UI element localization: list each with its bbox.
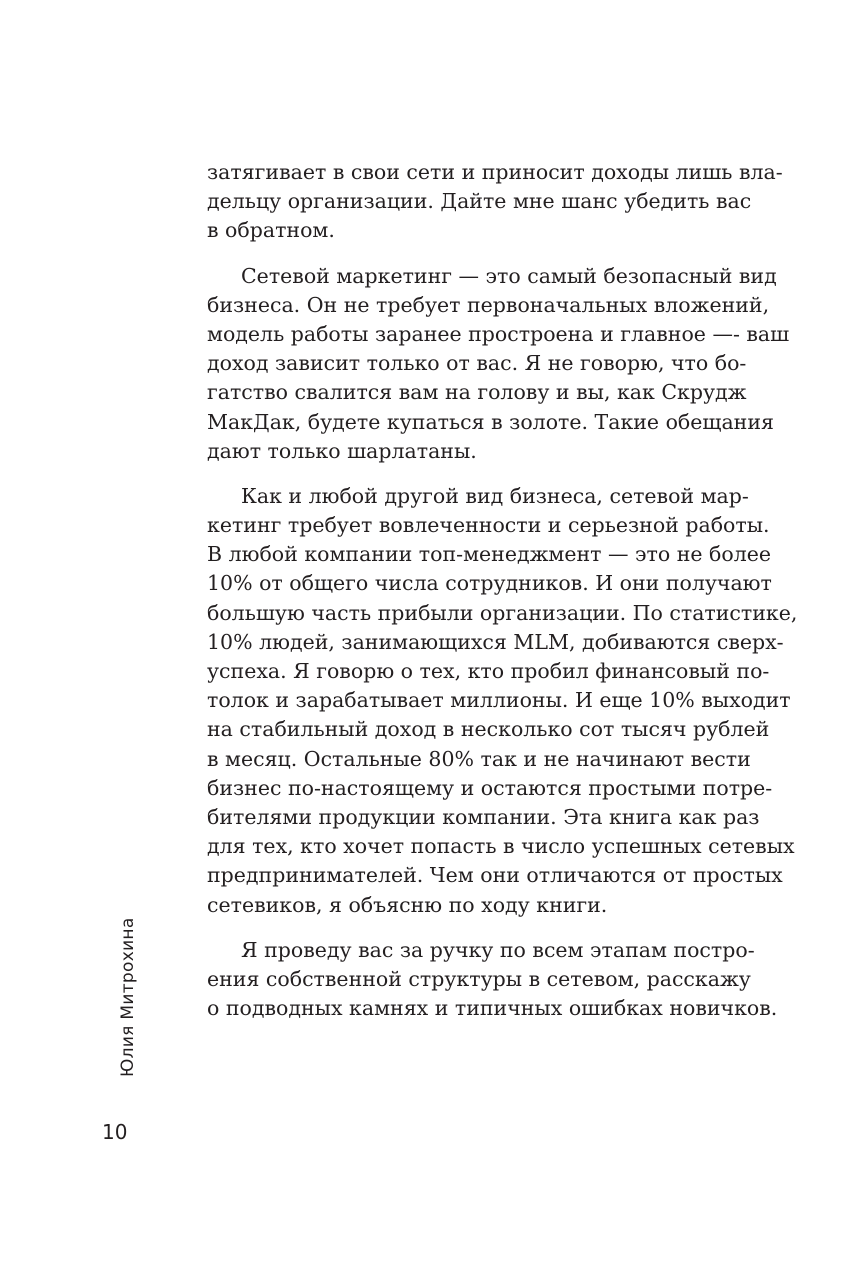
text-line: Сетевой маркетинг — это самый безопасный вид — [241, 263, 777, 288]
text-line: бителями продукции компании. Эта книга как раз — [207, 804, 760, 829]
text-line: В любой компании топ-менеджмент — это не более — [207, 542, 772, 567]
text-line: большую часть прибыли организации. По статистике, — [207, 600, 798, 625]
text-line: МакДак, будете купаться в золоте. Такие обещания — [207, 409, 774, 434]
text-line: в обратном. — [207, 218, 335, 243]
text-line: дают только шарлатаны. — [207, 438, 477, 463]
text-line: о подводных камнях и типичных ошибках новичков. — [207, 996, 778, 1021]
text-line: бизнеса. Он не требует первоначальных вложений, — [207, 292, 770, 317]
text-line: Я проведу вас за ручку по всем этапам постро- — [241, 937, 755, 962]
text-line: дельцу организации. Дайте мне шанс убедить вас — [207, 189, 752, 214]
text-line: для тех, кто хочет попасть в число успешных сетевых — [207, 834, 795, 859]
text-line: модель работы заранее простроена и главное —- ваш — [207, 321, 790, 346]
running-head-author: Юлия Митрохина — [118, 917, 138, 1077]
text-line: в месяц. Остальные 80% так и не начинают вести — [207, 746, 751, 771]
paragraph-gap — [207, 246, 739, 262]
text-line: на стабильный доход в несколько сот тысяч рублей — [207, 717, 770, 742]
text-line: предпринимателей. Чем они отличаются от простых — [207, 863, 783, 888]
text-line: успеха. Я говорю о тех, кто пробил финансовый по- — [207, 659, 770, 683]
text-line: кетинг требует вовлеченности и серьезной работы. — [207, 513, 770, 538]
text-line: Как и любой другой вид бизнеса, сетевой мар- — [241, 483, 749, 508]
text-line: гатство свалится вам на голову и вы, как Скрудж — [207, 380, 747, 405]
text-line: толок и зарабатывает миллионы. И еще 10% выходит — [207, 688, 791, 713]
paragraph-gap — [207, 920, 739, 936]
body-text — [207, 158, 798, 1023]
text-line: сетевиков, я объясню по ходу книги. — [207, 892, 608, 917]
paragraph-gap — [207, 466, 739, 482]
text-line: 10% людей, занимающихся MLM, добиваются сверх- — [207, 629, 784, 654]
text-line: доход зависит только от вас. Я не говорю, что бо- — [207, 351, 747, 376]
text-line: затягивает в свои сети и приносит доходы лишь вла- — [207, 160, 783, 184]
page-number: 10 — [102, 1120, 128, 1144]
text-line: 10% от общего числа сотрудников. И они получают — [207, 571, 772, 596]
text-line: ения собственной структуры в сетевом, расскажу — [207, 966, 751, 991]
text-line: бизнес по-настоящему и остаются простыми потре- — [207, 775, 773, 800]
